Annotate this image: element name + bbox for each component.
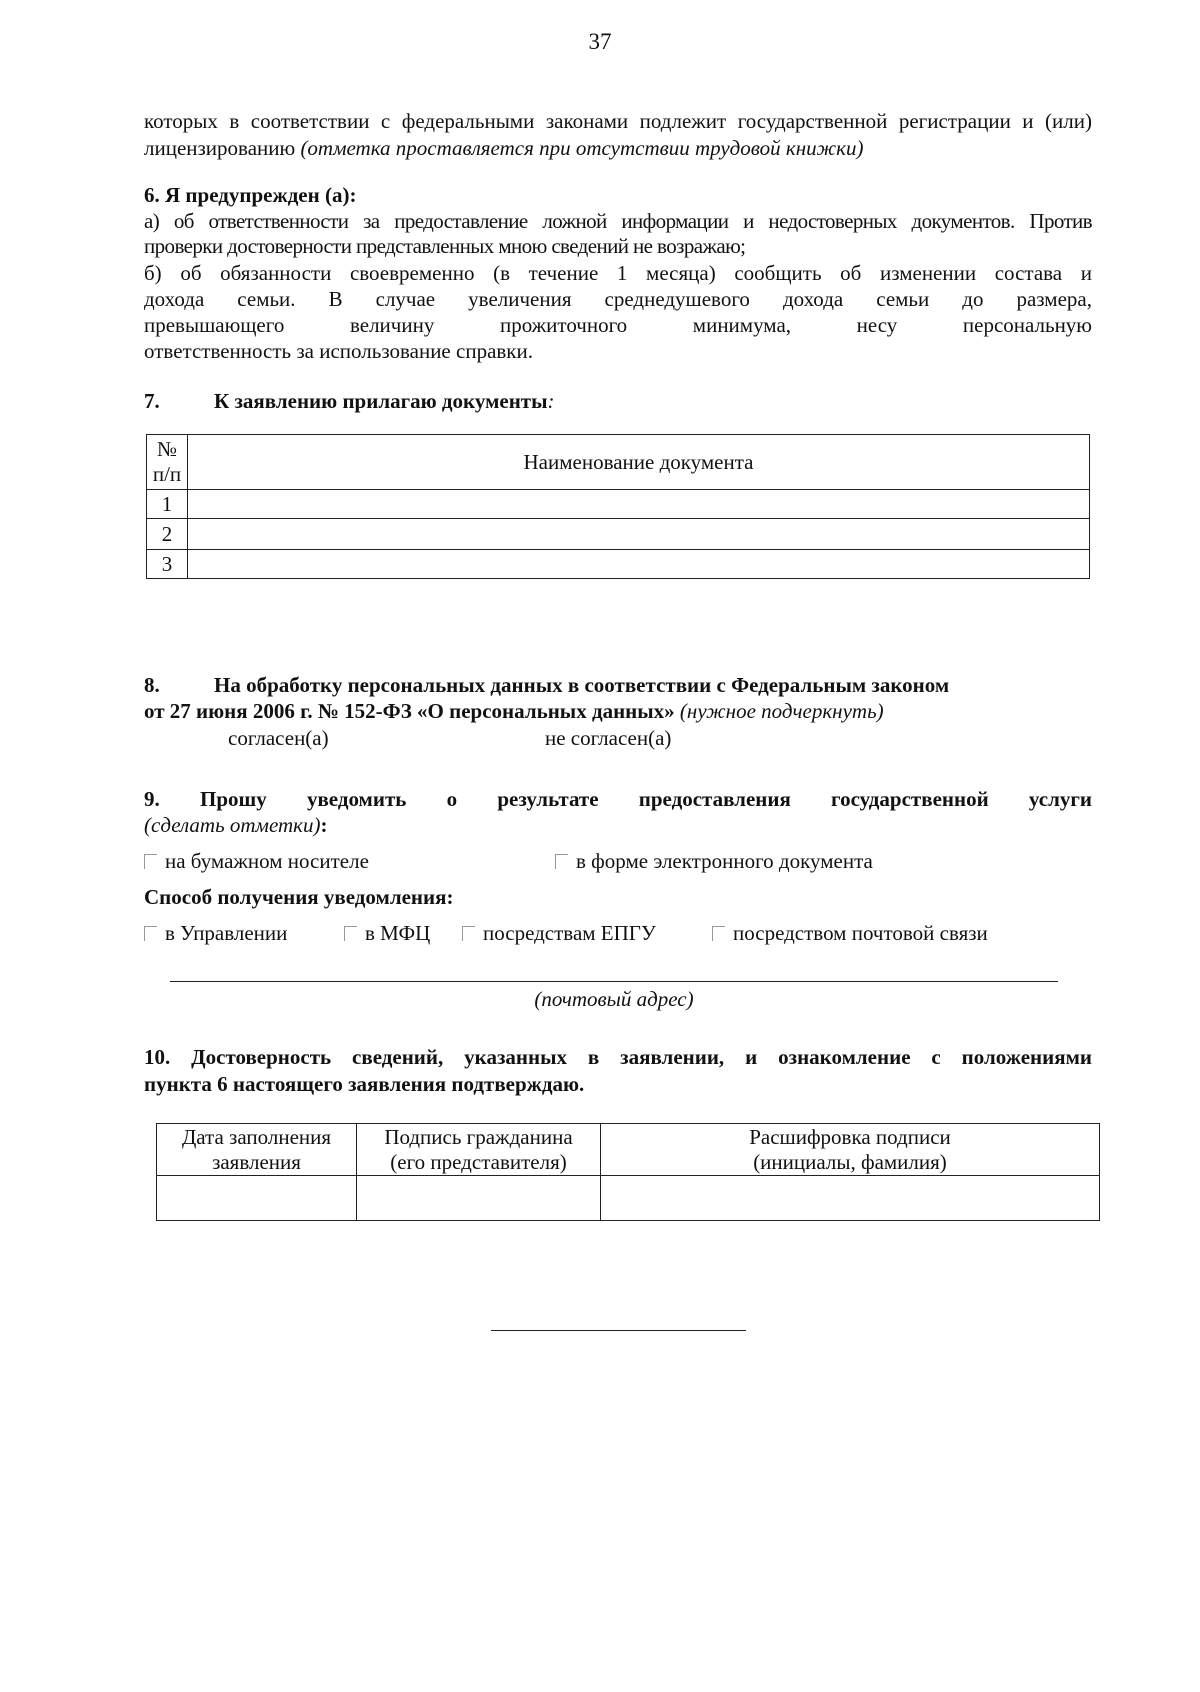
section-6-a-line-1: а) об ответственности за предоставление ложной информации и недостоверных документов. Против [144,209,1092,233]
section-10-line-1: 10. Достоверность сведений, указанных в заявлении, и ознакомление с положениями [144,1045,1092,1069]
date-header [157,1124,357,1176]
section-8-line-1 [144,672,1092,699]
address-caption: (почтовый адрес) [534,987,694,1011]
table-row [147,519,1090,550]
checkbox-icon[interactable] [144,926,157,941]
checkbox-icon[interactable] [712,926,725,941]
method-option-label: посредством почтовой связи [733,921,988,945]
section-8-text: На обработку персональных данных в соответствии с Федеральным законом [214,673,950,697]
checkbox-icon[interactable] [462,926,475,941]
option-paper[interactable] [144,848,369,875]
signature-table [156,1123,1100,1221]
checkbox-icon[interactable] [144,854,157,869]
page-number: 37 [588,29,612,54]
document-name-cell[interactable] [188,550,1090,579]
section-9-note-text: (сделать отметки) [144,813,321,837]
section-6-a-line-2: проверки достоверности представленных мною сведений не возражаю; [144,234,746,258]
section-6-b-line-4: ответственность за использование справки. [144,339,533,363]
section-9-note-colon: : [320,813,328,837]
signature-table-header [157,1124,1100,1176]
row-number: 2 [147,519,188,550]
date-cell[interactable] [157,1176,357,1221]
signature-header-line-1: Подпись гражданина [384,1124,573,1149]
address-line[interactable] [170,981,1058,982]
section-6-heading: 6. Я предупрежден (а): [144,183,357,207]
signature-header-line-2: (его представителя) [390,1149,567,1174]
documents-table [146,434,1090,579]
option-paper-label: на бумажном носителе [165,849,369,873]
section-6-b-line-2: дохода семьи. В случае увеличения среднедушевого дохода семьи до размера, [144,287,1092,311]
intro-line-2 [144,135,1092,162]
section-6-b-line-3: превышающего величину прожиточного минимума, несу персональную [144,313,1092,337]
section-7-heading [144,388,1092,415]
intro-line-1: которых в соответствии с федеральными законами подлежит государственной регистрации и (или) [144,109,1092,133]
section-9-title: Прошу уведомить о результате предоставления государственной услуги [199,787,1093,811]
section-7-number: 7. [144,389,160,413]
section-9-note [144,812,1092,839]
row-number: 1 [147,490,188,519]
date-header-line-2: заявления [212,1149,301,1174]
table-row [147,550,1090,579]
end-divider [491,1330,746,1331]
agree-option[interactable]: согласен(а) [228,726,329,750]
date-header-line-1: Дата заполнения [181,1124,332,1149]
disagree-option[interactable]: не согласен(а) [545,726,672,750]
section-6-b-line-1: б) об обязанности своевременно (в течение 1 месяца) сообщить об изменении состава и [144,261,1092,285]
documents-table-header [147,435,1090,490]
decode-header-line-1: Расшифровка подписи [749,1124,951,1149]
col-number-header: № п/п [147,435,188,490]
section-7-colon: : [547,389,555,413]
checkbox-icon[interactable] [555,854,568,869]
option-electronic[interactable] [555,848,873,875]
intro-note: (отметка проставляется при отсутствии трудовой книжки) [300,136,864,160]
section-10-line-2: пункта 6 настоящего заявления подтверждаю. [144,1072,585,1096]
option-electronic-label: в форме электронного документа [576,849,873,873]
decode-cell[interactable] [601,1176,1100,1221]
method-option-epgu[interactable] [462,920,656,947]
section-8-line-2 [144,698,1092,725]
checkbox-icon[interactable] [344,926,357,941]
table-row [147,490,1090,519]
decode-header [601,1124,1100,1176]
method-option-office[interactable] [144,920,287,947]
intro-line-2-plain: лицензированию [144,136,296,160]
method-option-label: в Управлении [165,921,288,945]
col-document-name-header: Наименование документа [188,435,1090,490]
section-8-note: (нужное подчеркнуть) [679,699,884,723]
section-8-number: 8. [144,673,160,697]
section-9-number: 9. [144,787,160,811]
method-option-mfc[interactable] [344,920,430,947]
row-number: 3 [147,550,188,579]
signature-table-row [157,1176,1100,1221]
section-8-law: от 27 июня 2006 г. № 152-ФЗ «О персональных данных» [144,699,675,723]
method-option-label: посредствам ЕПГУ [483,921,656,945]
method-option-label: в МФЦ [365,921,431,945]
section-9-heading [144,786,1092,813]
section-7-title: К заявлению прилагаю документы [214,389,548,413]
document-name-cell[interactable] [188,519,1090,550]
method-option-post[interactable] [712,920,988,947]
decode-header-line-2: (инициалы, фамилия) [753,1149,947,1174]
signature-header [357,1124,601,1176]
document-name-cell[interactable] [188,490,1090,519]
method-heading: Способ получения уведомления: [144,885,454,909]
signature-cell[interactable] [357,1176,601,1221]
